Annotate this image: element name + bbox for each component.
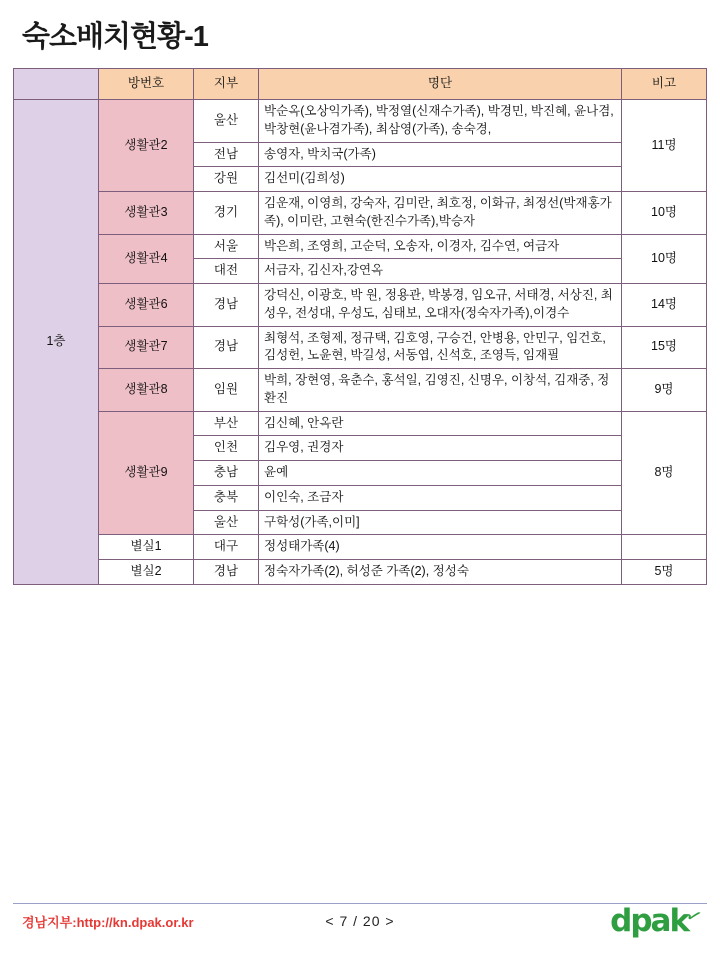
column-header-1	[14, 69, 99, 100]
logo-swoosh-icon: ✓	[682, 903, 704, 929]
footer-divider	[13, 903, 707, 904]
branch-cell: 서울	[194, 234, 259, 259]
accommodation-table	[13, 68, 707, 585]
names-cell: 박은희, 조영희, 고순덕, 오송자, 이경자, 김수연, 여금자	[259, 234, 622, 259]
names-cell: 김선미(김희성)	[259, 167, 622, 192]
names-cell: 박희, 장현영, 육춘수, 홍석일, 김영진, 신명우, 이창석, 김재중, 정환진	[259, 369, 622, 412]
branch-cell: 대전	[194, 259, 259, 284]
branch-cell: 강원	[194, 167, 259, 192]
branch-cell: 경남	[194, 284, 259, 327]
names-cell: 박순옥(오상익가족), 박정열(신재수가족), 박경민, 박진혜, 윤나겸, 박창현(윤나겸가족), 최삼영(가족), 송숙경,	[259, 100, 622, 143]
room-label: 생활관7	[99, 326, 194, 369]
names-cell: 최형석, 조형제, 정규택, 김호영, 구승건, 안병용, 안민구, 임건호, 김성헌, 노윤현, 박길성, 서동엽, 신석호, 조영득, 임재필	[259, 326, 622, 369]
names-cell: 김신혜, 안옥란	[259, 411, 622, 436]
column-header-3: 지부	[194, 69, 259, 100]
names-cell: 강덕신, 이광호, 박 원, 정용관, 박봉경, 임오규, 서태경, 서상진, 최성우, 전성대, 우성도, 심태보, 오대자(정숙자가족),이경수	[259, 284, 622, 327]
remark-cell: 10명	[622, 192, 707, 235]
table-row	[14, 100, 707, 143]
table-row	[14, 411, 707, 436]
room-label: 생활관3	[99, 192, 194, 235]
names-cell: 정성태가족(4)	[259, 535, 622, 560]
footer-site-url: http://kn.dpak.or.kr	[76, 915, 194, 930]
names-cell: 김운재, 이영희, 강숙자, 김미란, 최호정, 이화규, 최정선(박재홍가족), 이미란, 고현숙(한진수가족),박승자	[259, 192, 622, 235]
remark-cell	[622, 535, 707, 560]
names-cell: 김우영, 권경자	[259, 436, 622, 461]
branch-cell: 충남	[194, 461, 259, 486]
room-label: 생활관6	[99, 284, 194, 327]
branch-cell: 경남	[194, 326, 259, 369]
table-row	[14, 369, 707, 412]
remark-cell: 14명	[622, 284, 707, 327]
room-label: 생활관2	[99, 100, 194, 192]
dpak-logo-text: dpak	[610, 903, 689, 939]
floor-label: 1층	[14, 100, 99, 585]
room-label: 생활관4	[99, 234, 194, 284]
remark-cell: 15명	[622, 326, 707, 369]
room-label: 생활관8	[99, 369, 194, 412]
table-row	[14, 535, 707, 560]
branch-cell: 부산	[194, 411, 259, 436]
column-header-5: 비고	[622, 69, 707, 100]
column-header-2: 방번호	[99, 69, 194, 100]
table-row	[14, 192, 707, 235]
branch-cell: 울산	[194, 100, 259, 143]
column-header-4: 명단	[259, 69, 622, 100]
table-header-row	[14, 69, 707, 100]
names-cell: 이인숙, 조금자	[259, 485, 622, 510]
page-title: 숙소배치현황-1	[22, 21, 208, 53]
names-cell: 송영자, 박치국(가족)	[259, 142, 622, 167]
table-row	[14, 234, 707, 259]
branch-cell: 경남	[194, 560, 259, 585]
remark-cell: 8명	[622, 411, 707, 535]
table-row	[14, 560, 707, 585]
branch-cell: 전남	[194, 142, 259, 167]
branch-cell: 충북	[194, 485, 259, 510]
remark-cell: 11명	[622, 100, 707, 192]
names-cell: 윤예	[259, 461, 622, 486]
room-label: 생활관9	[99, 411, 194, 535]
branch-cell: 임원	[194, 369, 259, 412]
room-label: 별실1	[99, 535, 194, 560]
names-cell: 구학성(가족,이미]	[259, 510, 622, 535]
branch-cell: 경기	[194, 192, 259, 235]
remark-cell: 5명	[622, 560, 707, 585]
names-cell: 정숙자가족(2), 허성준 가족(2), 정성숙	[259, 560, 622, 585]
branch-cell: 울산	[194, 510, 259, 535]
dpak-logo	[610, 903, 702, 939]
branch-cell: 대구	[194, 535, 259, 560]
table-row	[14, 284, 707, 327]
branch-cell: 인천	[194, 436, 259, 461]
remark-cell: 10명	[622, 234, 707, 284]
page-indicator: < 7 / 20 >	[325, 913, 395, 929]
names-cell: 서금자, 김신자,강연옥	[259, 259, 622, 284]
remark-cell: 9명	[622, 369, 707, 412]
table-row	[14, 326, 707, 369]
footer-site-label: 경남지부:	[22, 915, 77, 930]
room-label: 별실2	[99, 560, 194, 585]
